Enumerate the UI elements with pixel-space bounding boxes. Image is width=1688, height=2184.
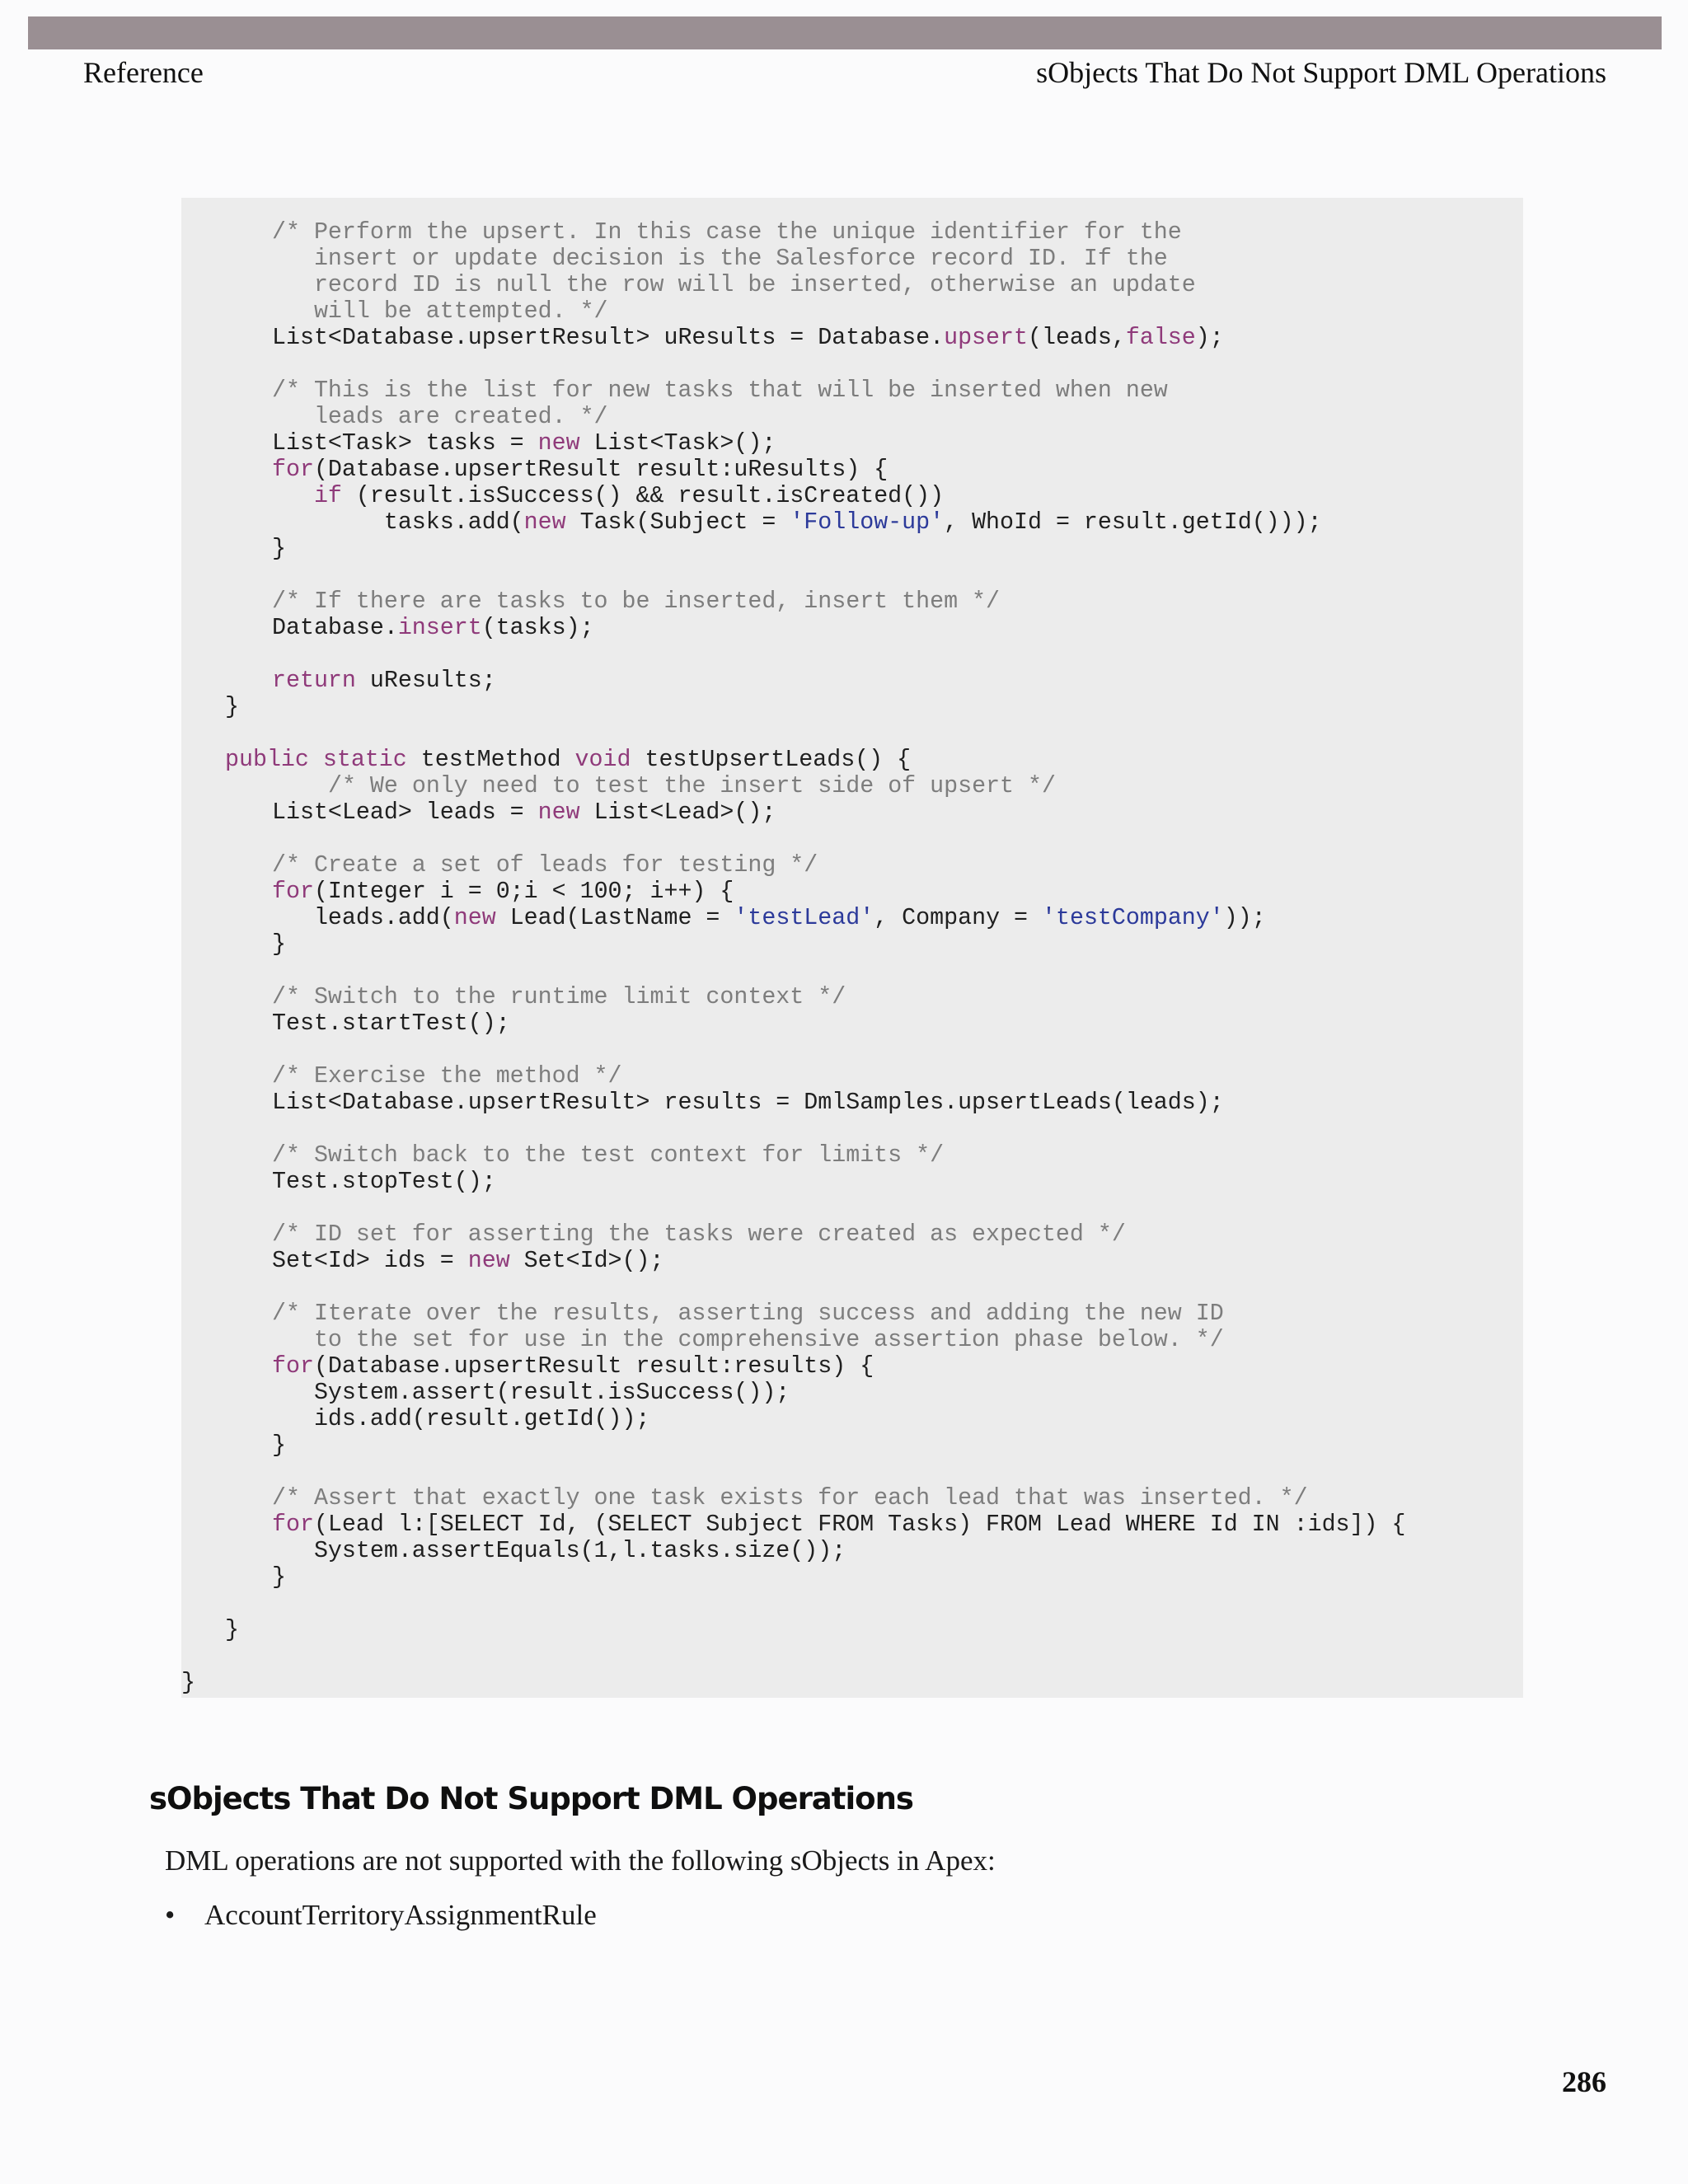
code-text: ids.add(result.getId()); [272,1406,650,1432]
code-keyword: static [322,747,407,773]
code-line [181,1406,1523,1432]
code-line [181,1459,1523,1485]
code-line [181,588,1523,615]
code-text: Set<Id>(); [509,1248,664,1274]
code-line [181,536,1523,562]
code-text: List<Lead> leads = [272,799,538,826]
header-bar [28,16,1662,49]
code-line [181,694,1523,720]
code-line [181,1063,1523,1090]
code-line [181,1643,1523,1670]
code-line [181,1485,1523,1511]
code-line [181,905,1523,931]
code-line [181,1142,1523,1169]
code-comment: /* Create a set of leads for testing */ [272,852,818,879]
code-line [181,958,1523,984]
bullet-icon: • [165,1899,176,1931]
code-line [181,1116,1523,1142]
code-keyword: for [272,1353,314,1380]
code-comment: /* Switch to the runtime limit context */ [272,984,846,1010]
code-string: 'testCompany' [1042,905,1224,931]
code-line [181,1432,1523,1459]
code-keyword: if [313,483,342,509]
code-line [181,720,1523,747]
code-text: (Integer i = 0;i < 100; i++) { [313,879,734,905]
code-comment: record ID is null the row will be inserted, otherwise an update [272,272,1196,298]
code-comment: /* Iterate over the results, asserting success and adding the new ID [272,1301,1224,1327]
code-text: Lead(LastName = [495,905,734,931]
code-line [181,219,1523,246]
code-line [181,747,1523,773]
code-line [181,351,1523,377]
code-line [181,377,1523,404]
code-text [272,483,314,509]
code-comment: /* Perform the upsert. In this case the unique identifier for the [272,219,1182,246]
code-string: 'Follow-up' [790,509,945,536]
code-comment: /* ID set for asserting the tasks were created as expected */ [272,1221,1126,1248]
code-text: uResults; [355,668,496,694]
code-keyword: void [574,747,631,773]
code-keyword: insert [397,615,482,641]
code-keyword: false [1125,325,1196,351]
list-item [165,1896,597,1935]
code-text: List<Task> tasks = [272,430,538,457]
code-comment: /* Exercise the method */ [272,1063,622,1090]
code-line [181,325,1523,351]
code-text: System.assert(result.isSuccess()); [272,1380,790,1406]
running-header-right: sObjects That Do Not Support DML Operations [1036,56,1606,89]
code-text: } [225,1617,239,1643]
code-keyword: new [467,1248,510,1274]
code-line [181,773,1523,799]
code-text: Database. [272,615,398,641]
code-comment: /* If there are tasks to be inserted, insert them */ [272,588,1001,615]
code-text [309,747,323,773]
code-string: 'testLead' [734,905,874,931]
code-comment: /* This is the list for new tasks that will be inserted when new [272,377,1168,404]
code-text: } [272,536,286,562]
code-lines [181,219,1523,1696]
code-text: } [225,694,239,720]
code-text: Test.startTest(); [272,1010,510,1037]
code-line [181,1248,1523,1274]
code-keyword: return [272,668,356,694]
intro-paragraph: DML operations are not supported with the following sObjects in Apex: [165,1844,996,1877]
code-line [181,1670,1523,1696]
code-keyword: upsert [944,325,1028,351]
code-line [181,1591,1523,1617]
code-keyword: new [523,509,566,536]
code-line [181,1274,1523,1301]
code-comment: leads are created. */ [272,404,608,430]
code-text: System.assertEquals(1,l.tasks.size()); [272,1538,846,1564]
code-comment: /* We only need to test the insert side of upsert */ [300,773,1056,799]
code-keyword: new [537,799,580,826]
code-text: (Lead l:[SELECT Id, (SELECT Subject FROM Tasks) FROM Lead WHERE Id IN :ids]) { [313,1511,1406,1538]
code-comment: /* Switch back to the test context for limits */ [272,1142,945,1169]
code-text: leads.add( [272,905,454,931]
code-text: testUpsertLeads() { [631,747,912,773]
code-text: (tasks); [481,615,594,641]
code-text: List<Database.upsertResult> results = DmlSamples.upsertLeads(leads); [272,1090,1224,1116]
code-line [181,1617,1523,1643]
code-line [181,298,1523,325]
code-block [181,198,1523,1698]
code-text: , Company = [874,905,1042,931]
code-line [181,931,1523,958]
section-heading: sObjects That Do Not Support DML Operations [149,1781,913,1816]
code-line [181,1511,1523,1538]
code-line [181,641,1523,668]
code-text: Task(Subject = [565,509,790,536]
code-keyword: new [453,905,496,931]
code-line [181,984,1523,1010]
code-text: } [181,1670,195,1696]
code-text: List<Task>(); [579,430,776,457]
code-line [181,668,1523,694]
code-line [181,615,1523,641]
list-item-text: AccountTerritoryAssignmentRule [204,1899,597,1931]
code-comment: to the set for use in the comprehensive assertion phase below. */ [272,1327,1224,1353]
code-keyword: for [272,879,314,905]
code-text: , WhoId = result.getId())); [944,509,1322,536]
code-line [181,799,1523,826]
code-text: testMethod [406,747,575,773]
code-line [181,1221,1523,1248]
code-line [181,1564,1523,1591]
code-text: (Database.upsertResult result:results) { [313,1353,874,1380]
code-line [181,246,1523,272]
code-text: Set<Id> ids = [272,1248,468,1274]
code-line [181,1090,1523,1116]
code-text: } [272,931,286,958]
code-line [181,826,1523,852]
code-line [181,1010,1523,1037]
code-keyword: public [225,747,309,773]
code-text: tasks.add( [272,509,524,536]
code-text: Test.stopTest(); [272,1169,496,1195]
code-line [181,1380,1523,1406]
code-line [181,1353,1523,1380]
code-keyword: for [272,457,314,483]
code-line [181,1195,1523,1221]
code-line [181,1327,1523,1353]
code-line [181,483,1523,509]
code-text: ); [1195,325,1224,351]
code-line [181,509,1523,536]
code-line [181,852,1523,879]
code-line [181,430,1523,457]
code-line [181,457,1523,483]
code-keyword: for [272,1511,314,1538]
code-line [181,1169,1523,1195]
code-line [181,1301,1523,1327]
code-line [181,879,1523,905]
code-comment: /* Assert that exactly one task exists for each lead that was inserted. */ [272,1485,1308,1511]
code-text: List<Database.upsertResult> uResults = Database. [272,325,945,351]
code-text: } [272,1432,286,1459]
code-line [181,272,1523,298]
page-number: 286 [1562,2065,1606,2098]
code-line [181,1538,1523,1564]
code-comment: insert or update decision is the Salesforce record ID. If the [272,246,1168,272]
running-header-left: Reference [83,56,204,89]
code-keyword: new [537,430,580,457]
code-text: )); [1223,905,1266,931]
code-text: (result.isSuccess() && result.isCreated()) [341,483,945,509]
code-text: } [272,1564,286,1591]
sobject-list [165,1896,597,1935]
code-text: (leads, [1027,325,1126,351]
code-text: (Database.upsertResult result:uResults) { [313,457,889,483]
code-line [181,1037,1523,1063]
code-comment: will be attempted. */ [272,298,608,325]
code-line [181,404,1523,430]
code-text: List<Lead>(); [579,799,776,826]
code-line [181,562,1523,588]
